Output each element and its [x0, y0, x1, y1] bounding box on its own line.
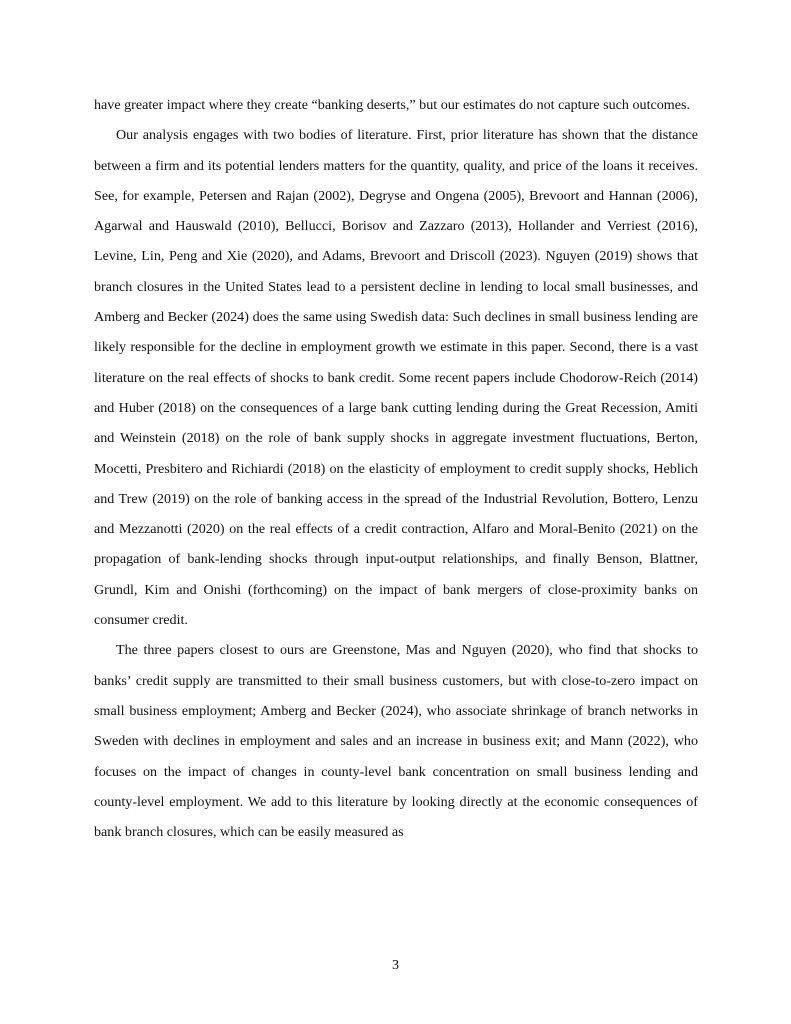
body-text	[94, 90, 698, 847]
paragraph-continuation: have greater impact where they create “banking deserts,” but our estimates do not capture such outcomes.	[94, 97, 691, 113]
paragraph-literature-review: Our analysis engages with two bodies of literature. First, prior literature has shown that the distance between a firm and its potential lenders matters for the quantity, quality, and price of the loans it receives. See, for example, Petersen and Rajan (2002), Degryse and Ongena (2005), Brevoort and Hannan (2006), Agarwal and Hauswald (2010), Bellucci, Borisov and Zazzaro (2013), Hollander and Verriest (2016), Levine, Lin, Peng and Xie (2020), and Adams, Brevoort and Driscoll (2023). Nguyen (2019) shows that branch closures in the United States lead to a persistent decline in lending to local small businesses, and Amberg and Becker (2024) does the same using Swedish data: Such declines in small business lending are likely responsible for the decline in employment growth we estimate in this paper. Second, there is a vast literature on the real effects of shocks to bank credit. Some recent papers include Chodorow-Reich (2014) and Huber (2018) on the consequences of a large bank cutting lending during the Great Recession, Amiti and Weinstein (2018) on the role of bank supply shocks in aggregate investment fluctuations, Berton, Mocetti, Presbitero and Richiardi (2018) on the elasticity of employment to credit supply shocks, Heblich and Trew (2019) on the role of banking access in the spread of the Industrial Revolution, Bottero, Lenzu and Mezzanotti (2020) on the real effects of a credit contraction, Alfaro and Moral-Benito (2021) on the propagation of bank-lending shocks through input-output relationships, and finally Benson, Blattner, Grundl, Kim and Onishi (forthcoming) on the impact of bank mergers of close-proximity banks on consumer credit.	[94, 127, 698, 629]
page-number: 3	[391, 957, 400, 973]
paragraph-closest-papers: The three papers closest to ours are Greenstone, Mas and Nguyen (2020), who find that shocks to banks’ credit supply are transmitted to their small business customers, but with close-to-zero impact on small business employment; Amberg and Becker (2024), who associate shrinkage of branch networks in Sweden with declines in employment and sales and an increase in business exit; and Mann (2022), who focuses on the impact of changes in county-level bank concentration on small business lending and county-level employment. We add to this literature by looking directly at the economic consequences of bank branch closures, which can be easily measured as	[94, 642, 698, 841]
